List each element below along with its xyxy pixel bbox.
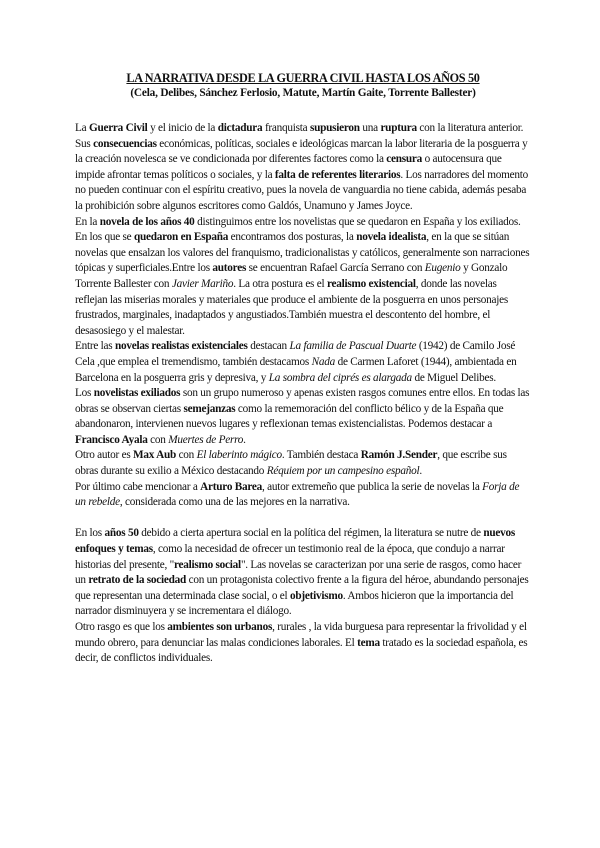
bold-term: novela idealista: [356, 231, 427, 244]
text-run: de Carmen Laforet (1944), ambientada en Barcelona en la posguerra gris y depresiva, y: [75, 355, 517, 384]
text-run: Entre las: [75, 340, 115, 353]
text-run: con: [176, 449, 197, 462]
bold-term: ruptura: [380, 122, 417, 134]
bold-term: realismo existencial: [326, 277, 416, 290]
italic-title: La sombra del ciprés es alargada: [268, 371, 412, 384]
bold-term: objetivismo: [289, 589, 343, 602]
bold-term: Francisco Ayala: [75, 433, 148, 446]
paragraph-intro: [75, 121, 531, 215]
text-run: franquista: [262, 122, 310, 134]
text-run: ". Las novelas se caracterizan por una serie de rasgos, como hacer un: [75, 558, 522, 587]
document-subtitle: (Cela, Delibes, Sánchez Ferlosio, Matute, Martín Gaite, Torrente Ballester): [130, 87, 476, 99]
text-run: . También destaca: [281, 449, 361, 462]
bold-term: autores: [212, 262, 247, 275]
text-run: , rurales , la vida burguesa para representar la frivolidad y el mundo obrero, para denunciar las malas condiciones laborales. El: [75, 621, 527, 649]
text-run: Otro autor es: [75, 449, 134, 462]
bold-term: ambientes son urbanos: [167, 621, 273, 633]
italic-title: La familia de Pascual Duarte: [289, 340, 417, 353]
bold-term: quedaron en España: [134, 231, 229, 244]
text-run: La: [75, 122, 89, 134]
italic-title: Eugenio: [424, 262, 461, 275]
text-run: , que escribe sus obras durante su exilio a México destacando: [75, 449, 507, 478]
bold-term: retrato de la sociedad: [88, 574, 187, 587]
italic-title: Javier Mariño: [171, 277, 234, 290]
bold-term: falta de referentes literarios: [274, 168, 401, 181]
italic-title: Nada: [311, 355, 335, 368]
paragraph-max-aub: [75, 448, 531, 479]
bold-term: semejanzas: [183, 402, 236, 415]
italic-title: El laberinto mágico: [196, 449, 282, 462]
text-run: . Los narradores del momento no pueden continuar con el espíritu creativo, pues la novela de vanguardia no tiene cabida, además pesaba la prohibición sobre algunos escritores como Galdós, Unamuno y James Joyce.: [75, 168, 529, 212]
text-run: Otro rasgo es que los: [75, 621, 168, 633]
paragraph-novela-40: [75, 215, 531, 231]
text-run: En los: [75, 527, 105, 540]
bold-term: Arturo Barea: [200, 480, 263, 493]
text-run: Por último cabe mencionar a: [75, 480, 201, 493]
bold-term: censura: [386, 153, 423, 166]
text-run: económicas, políticas, sociales e ideológicas marcan la labor literaria de la posguerra y la creación novelesca se ve condicionada por diferentes factores como la: [75, 137, 528, 166]
bold-term: años 50: [104, 527, 139, 540]
text-run: Los: [75, 387, 94, 400]
text-run: .: [419, 465, 422, 478]
bold-term: tema: [357, 636, 380, 649]
text-run: con un protagonista colectivo frente a la figura del héroe, abundando personajes que representan una determinada clase social, o el: [75, 574, 529, 602]
paragraph-spacer: [75, 511, 531, 527]
bold-term: consecuencias: [93, 137, 157, 150]
text-run: y Gonzalo Torrente Ballester con: [75, 262, 508, 290]
text-run: debido a cierta apertura social en la política del régimen, la literatura se nutre de: [138, 527, 484, 540]
bold-term: Ramón J.Sender: [360, 449, 438, 462]
text-run: con la literatura anterior. Sus: [75, 122, 524, 150]
italic-title: Réquiem por un campesino español: [266, 465, 420, 478]
document-page: [75, 70, 531, 667]
document-body: [75, 121, 531, 667]
italic-title: Muertes de Perro: [168, 433, 244, 446]
text-run: son un grupo numeroso y apenas existen rasgos comunes entre ellos. En todas las obras se observan ciertas: [75, 387, 530, 415]
text-run: , donde las novelas reflejan las miserias morales y materiales que produce el ambiente de la posguerra en unos personajes frustrados, marginales, inadaptados y angustiados.También muestra el descontento del hombre, el desasosiego y el malestar.: [75, 277, 509, 337]
text-run: destacan: [247, 340, 290, 353]
bold-term: novelas realistas existenciales: [114, 340, 248, 353]
text-run: de Miguel Delibes.: [411, 371, 496, 384]
text-run: como la rememoración del conflicto bélico y de la España que abandonaron, intervienen nuevos lugares y reflexionan temas existencialistas. Podemos destacar a: [75, 402, 504, 431]
text-run: con: [147, 433, 169, 446]
text-run: y el inicio de la: [147, 122, 218, 134]
text-run: (1942) de Camilo José Cela ,que emplea el tremendismo, también destacamos: [75, 340, 516, 368]
text-run: En los que se: [75, 231, 134, 244]
bold-term: dictadura: [217, 122, 263, 134]
bold-term: Max Aub: [133, 449, 176, 462]
bold-term: novela de los años 40: [99, 215, 195, 228]
text-run: .: [243, 433, 246, 446]
text-run: se encuentran Rafael García Serrano con: [246, 262, 425, 275]
text-run: En la: [75, 215, 100, 228]
text-run: , autor extremeño que publica la serie de novelas la: [262, 480, 483, 493]
bold-term: Guerra Civil: [88, 122, 148, 134]
paragraph-anos-50: [75, 526, 531, 620]
text-run: . Ambos hicieron que la importancia del narrador disminuyera y se incrementara el diálogo.: [75, 589, 514, 618]
text-run: encontramos dos posturas, la: [228, 231, 357, 244]
italic-title: Forja de un rebelde: [75, 480, 520, 509]
text-run: o autocensura que impide afrontar temas políticos o sociales, y la: [75, 153, 502, 181]
bold-term: nuevos enfoques y temas: [75, 527, 516, 556]
text-run: , como la necesidad de ofrecer un testimonio real de la época, que condujo a narrar historias del presente, ": [75, 543, 505, 571]
text-run: tratado es la sociedad española, es decir, de conflictos individuales.: [75, 636, 528, 665]
paragraph-realistas: [75, 339, 531, 386]
paragraph-urbanos: [75, 620, 531, 667]
document-title: LA NARRATIVA DESDE LA GUERRA CIVIL HASTA LOS AÑOS 50: [126, 71, 480, 85]
bold-term: novelistas exiliados: [93, 387, 181, 400]
bold-term: supusieron: [309, 122, 360, 134]
bold-term: realismo social: [173, 558, 241, 571]
text-run: distinguimos entre los novelistas que se quedaron en España y los exiliados.: [194, 215, 521, 228]
text-run: . La otra postura es el: [233, 277, 327, 290]
text-run: , en la que se sitúan novelas que ensalzan los valores del franquismo, tradicionalistas y católicos, generalmente son narraciones tópicas y superficiales.Entre los: [75, 231, 530, 275]
text-run: una: [359, 122, 381, 134]
paragraph-quedaron: [75, 230, 531, 339]
paragraph-exiliados: [75, 386, 531, 448]
text-run: , considerada como una de las mejores en la narrativa.: [119, 496, 350, 509]
paragraph-barea: [75, 480, 531, 511]
